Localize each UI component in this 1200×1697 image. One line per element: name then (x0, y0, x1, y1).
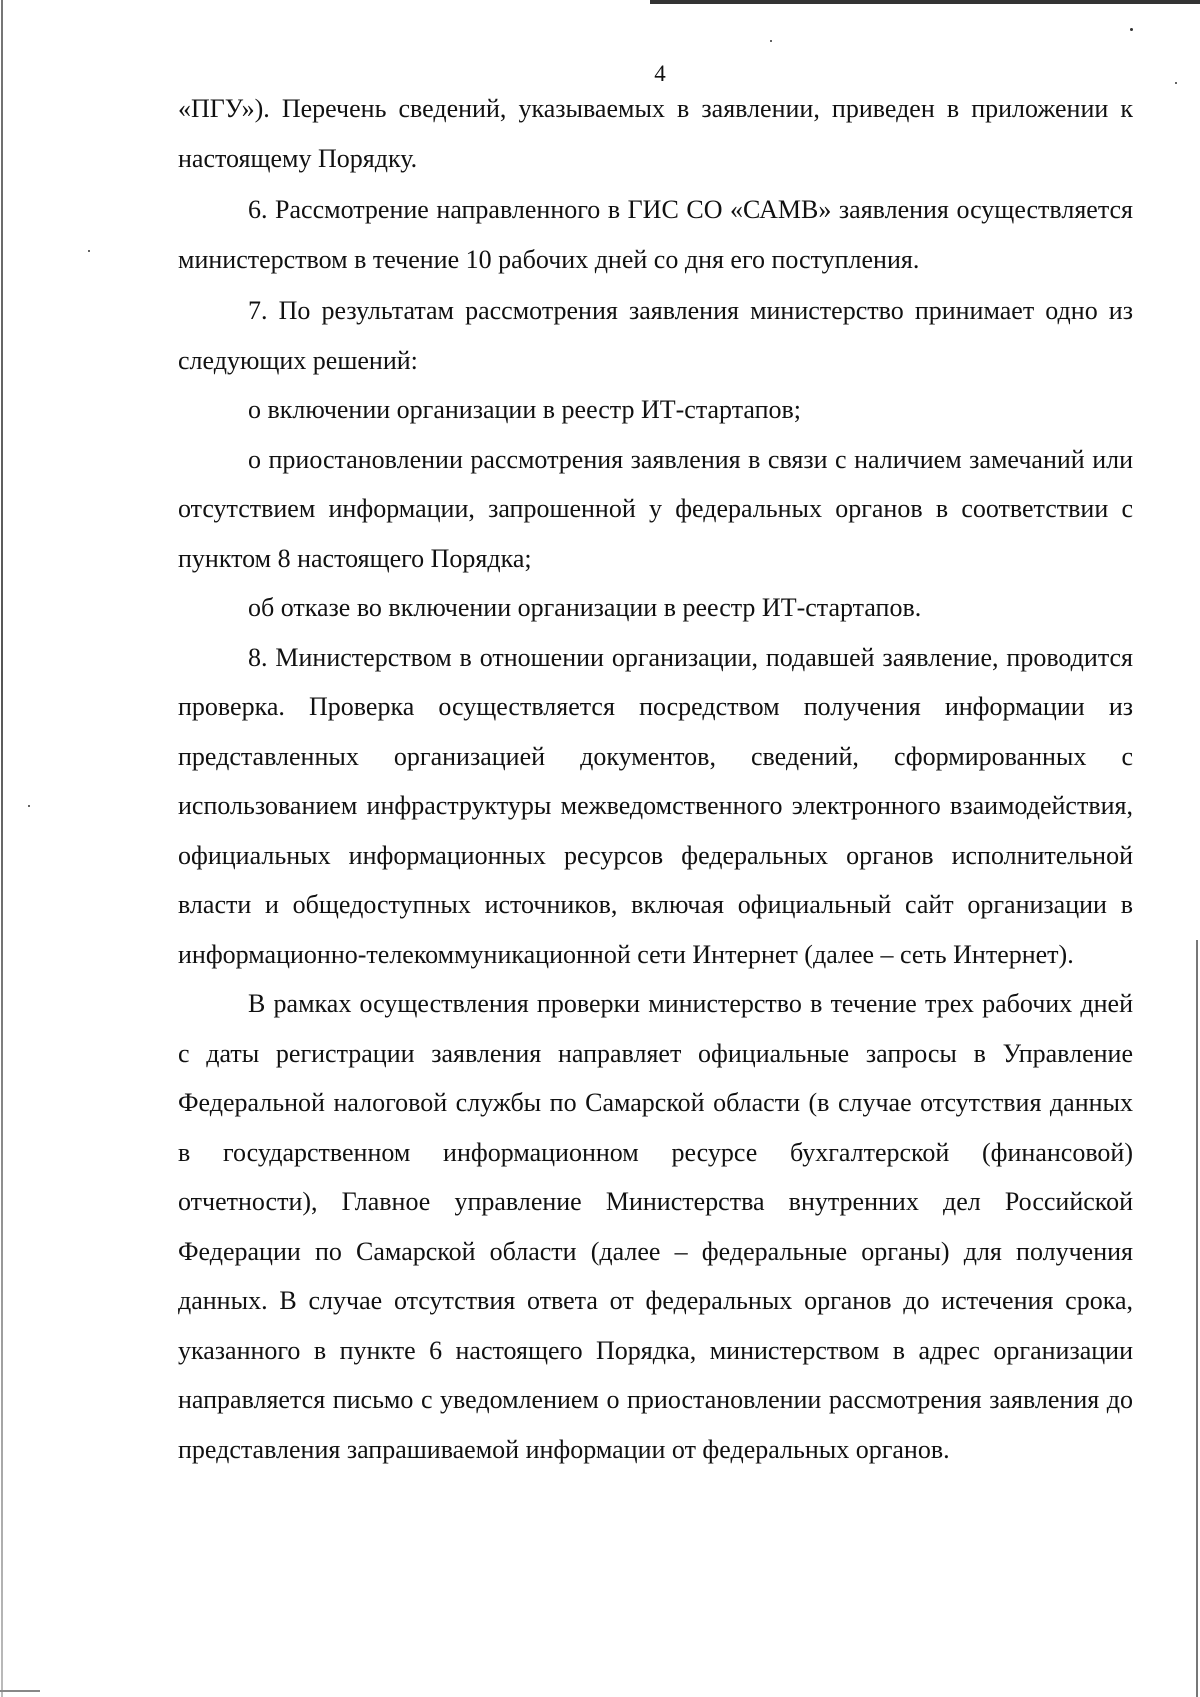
scan-speck (88, 250, 90, 252)
paragraph-item-6: 6. Рассмотрение направленного в ГИС СО «САМВ» заявления осуществляется министерством в течение 10 рабочих дней со дня его поступления. (178, 195, 1133, 274)
paragraph-item-7: 7. По результатам рассмотрения заявления министерство принимает одно из следующих решений: (178, 296, 1133, 375)
scan-speck (28, 805, 30, 807)
scan-speck (770, 40, 772, 42)
paragraph-item-8: 8. Министерством в отношении организации, подавшей заявление, проводится проверка. Проверка осуществляется посредством получения информации из представленных организацией документов, сведений, сформированных с использованием инфраструктуры межведомственного электронного взаимодействия, официальных информационных ресурсов федеральных органов исполнительной власти и общедоступных источников, включая официальный сайт организации в информационно-телекоммуникационной сети Интернет (далее – сеть Интернет). (178, 642, 1133, 969)
decision-option-refuse: об отказе во включении организации в реестр ИТ-стартапов. (248, 593, 922, 622)
scan-left-edge (1, 0, 3, 1697)
decision-option-include: о включении организации в реестр ИТ-стартапов; (248, 395, 802, 424)
paragraph-verification-requests: В рамках осуществления проверки министерство в течение трех рабочих дней с даты регистрации заявления направляет официальные запросы в Управление Федеральной налоговой службы по Самарской области (в случае отсутствия данных в государственном информационном ресурсе бухгалтерской (финансовой) отчетности), Главное управление Министерства внутренних дел Российской Федерации по Самарской области (далее – федеральные органы) для получения данных. В случае отсутствия ответа от федеральных органов до истечения срока, указанного в пункте 6 настоящего Порядка, министерством в адрес организации направляется письмо с уведомлением о приостановлении рассмотрения заявления до представления запрашиваемой информации от федеральных органов. (178, 989, 1133, 1464)
page-number: 4 (654, 61, 666, 86)
scan-bottom-line (0, 1690, 40, 1692)
scan-speck (1130, 28, 1133, 31)
scan-right-line (1196, 940, 1198, 1697)
decision-option-suspend: о приостановлении рассмотрения заявления в связи с наличием замечаний или отсутствием информации, запрошенной у федеральных органов в соответствии с пунктом 8 настоящего Порядка; (178, 444, 1133, 573)
paragraph-continuation: «ПГУ»). Перечень сведений, указываемых в заявлении, приведен в приложении к настоящему Порядку. (178, 94, 1133, 173)
document-body (178, 84, 1133, 1474)
scan-top-bar (650, 0, 1200, 4)
